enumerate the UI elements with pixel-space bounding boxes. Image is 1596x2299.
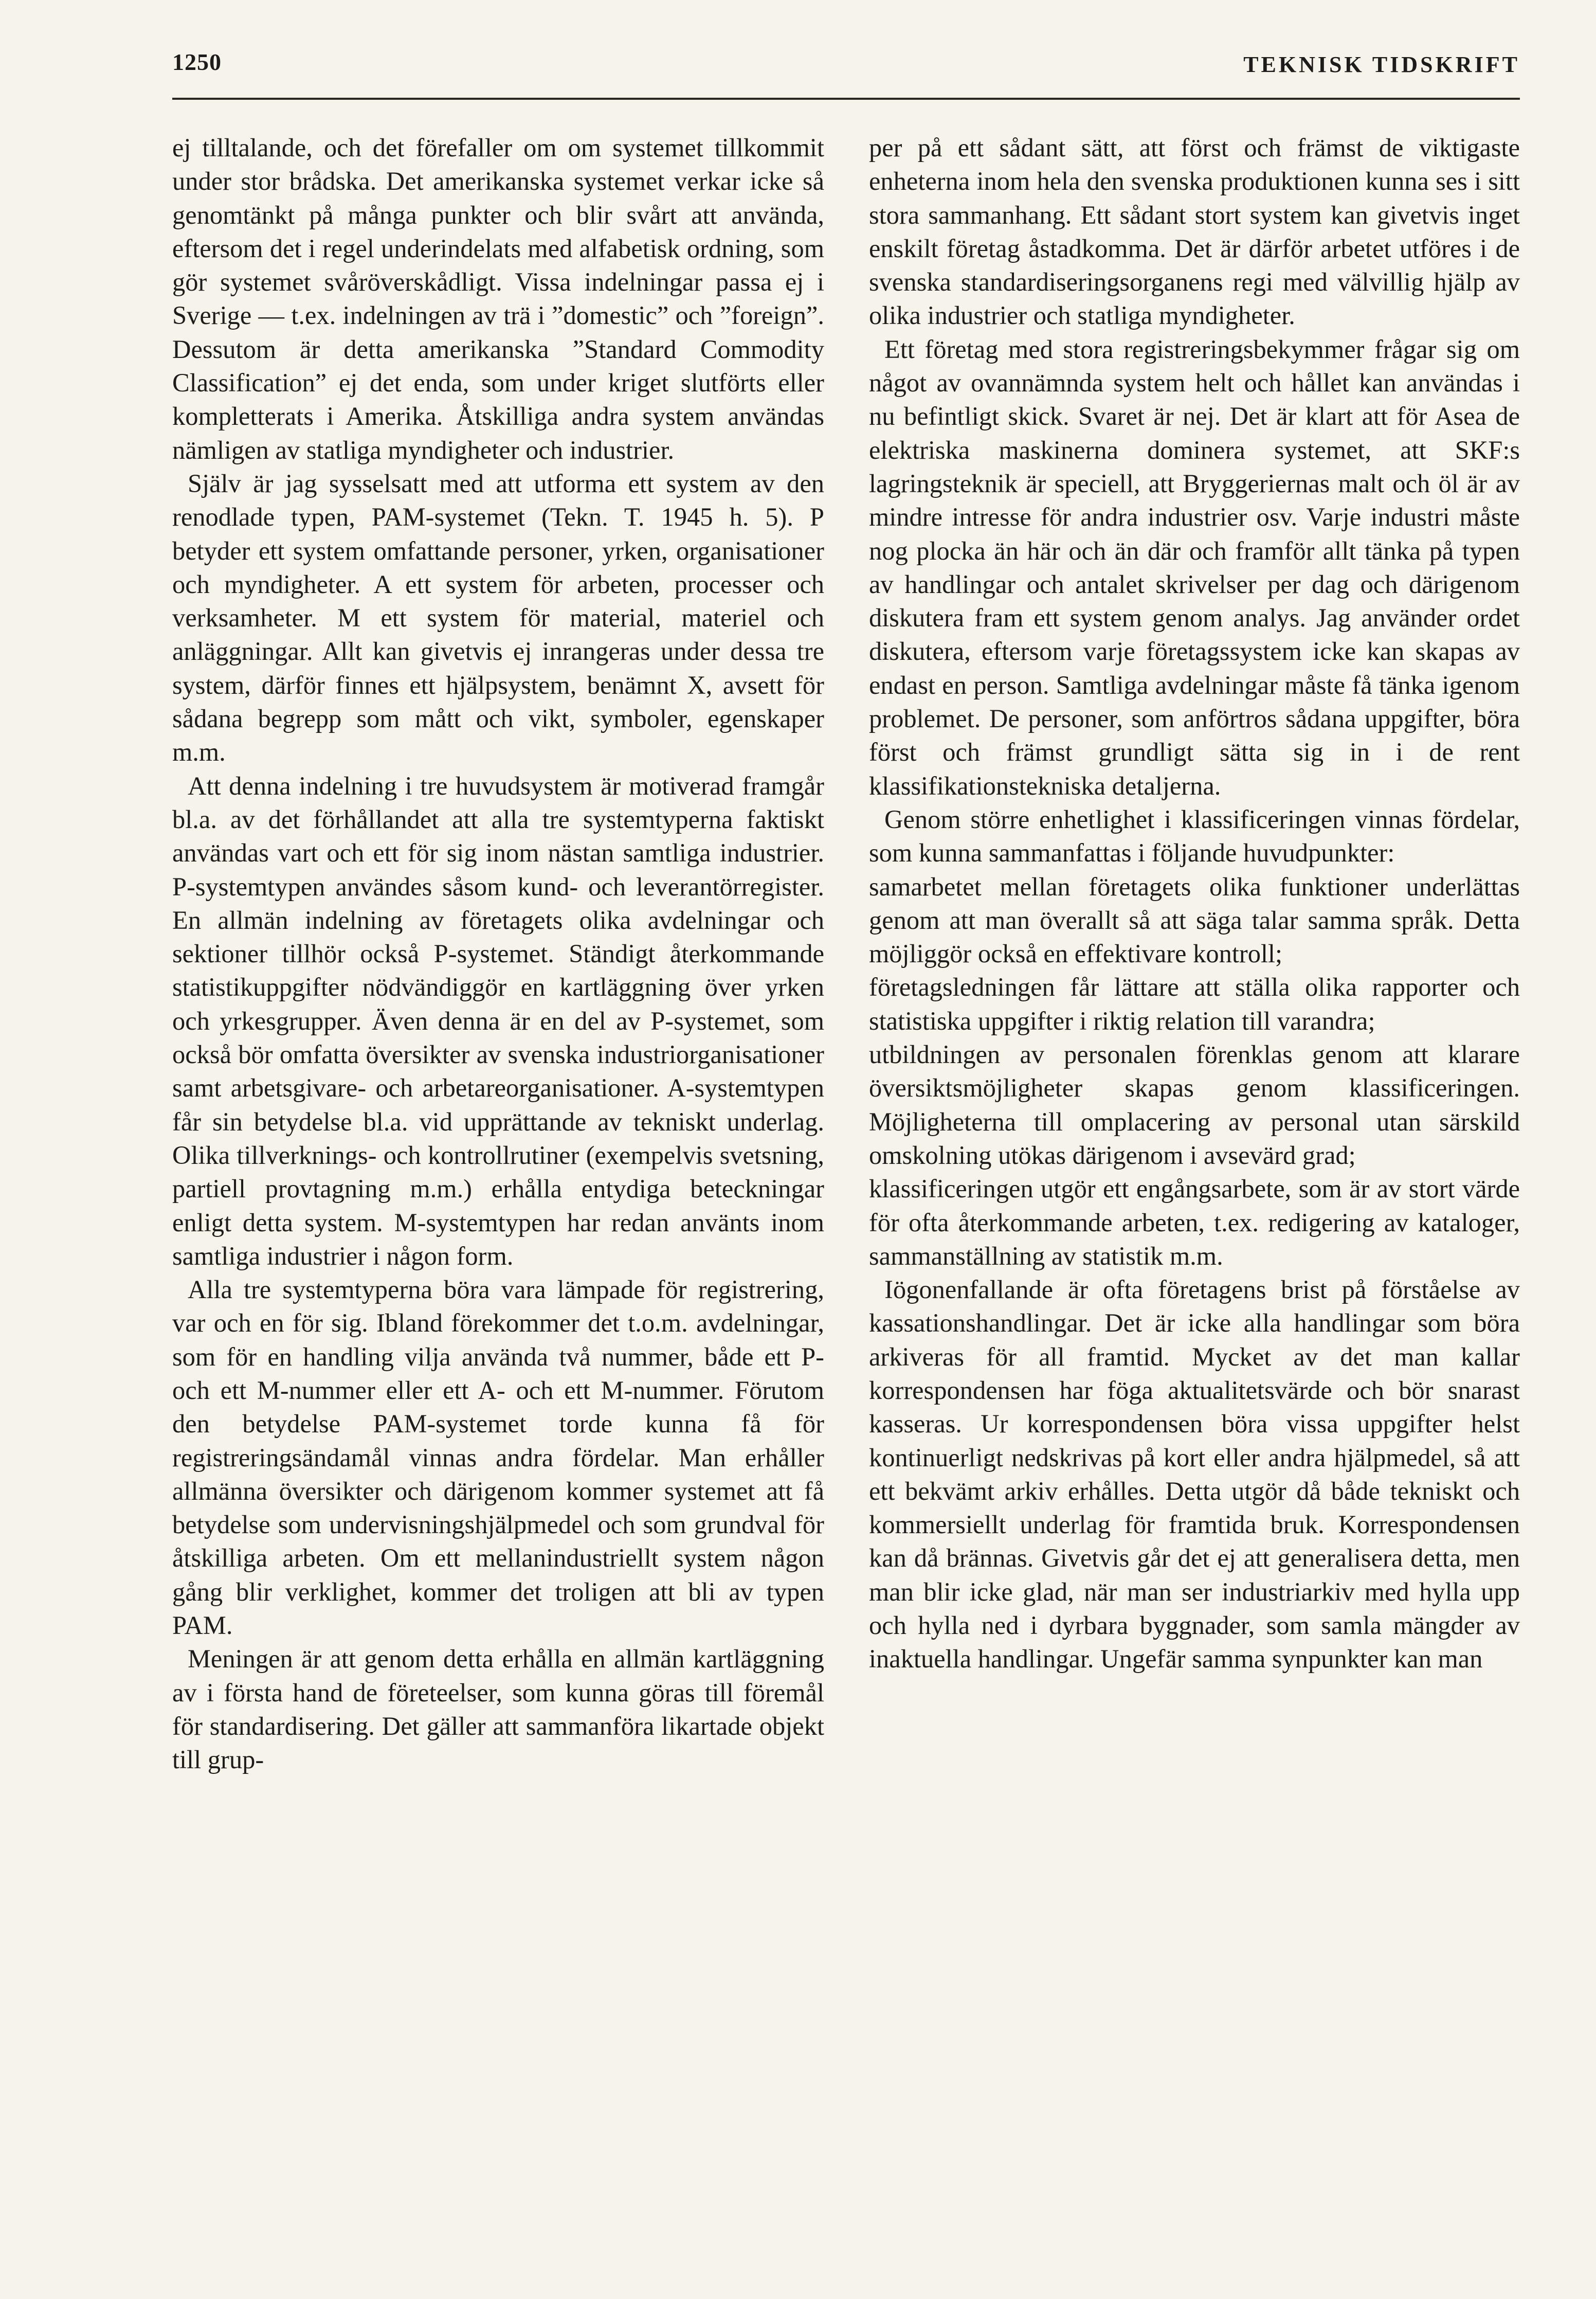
left-column bbox=[172, 131, 824, 1777]
paragraph: ej tilltalande, och det förefaller om om systemet tillkommit under stor brådska. Det amerikanska systemet verkar icke så genomtänkt på många punkter och blir svårt att använda, eftersom det i regel underindelats med alfabetisk ordning, som gör systemet svåröverskådligt. Vissa indelningar passa ej i Sverige — t.ex. indelningen av trä i ”domestic” och ”foreign”. Dessutom är detta amerikanska ”Standard Commodity Classification” ej det enda, som under kriget slutförts eller kompletterats i Amerika. Åtskilliga andra system användas nämligen av statliga myndigheter och industrier. bbox=[172, 133, 824, 464]
paragraph: Ett företag med stora registreringsbekymmer frågar sig om något av ovannämnda system helt och hållet kan användas i nu befintligt skick. Svaret är nej. Det är klart att för Asea de elektriska maskinerna dominera systemet, att SKF:s lagringsteknik är speciell, att Bryggeriernas malt och öl är av mindre intresse för andra industrier osv. Varje industri måste nog plocka än här och än där och framför allt tänka på typen av handlingar och antalet skrivelser per dag och därigenom diskutera fram ett system genom analys. Jag använder ordet diskutera, eftersom varje företagssystem icke kan skapas av endast en person. Samtliga avdelningar måste få tänka igenom problemet. De personer, som anförtros sådana uppgifter, böra först och främst grundligt sätta sig in i de rent klassifikationstekniska detaljerna. bbox=[869, 334, 1520, 800]
paragraph: Genom större enhetlighet i klassificeringen vinnas fördelar, som kunna sammanfattas i följande huvudpunkter: bbox=[869, 804, 1520, 868]
paragraph: Att denna indelning i tre huvudsystem är motiverad framgår bl.a. av det förhållandet att alla tre systemtyperna faktiskt användas vart och ett för sig inom nästan samtliga industrier. P-systemtypen användes såsom kund- och leverantörregister. En allmän indelning av företagets olika avdelningar och sektioner tillhör också P-systemet. Ständigt återkommande statistikuppgifter nödvändiggör en kartläggning över yrken och yrkesgrupper. Även denna är en del av P-systemet, som också bör omfatta översikter av svenska industriorganisationer samt arbetsgivare- och arbetareorganisationer. A-systemtypen får sin betydelse bl.a. vid upprättande av tekniskt underlag. Olika tillverknings- och kontrollrutiner (exempelvis svetsning, partiell provtagning m.m.) erhålla entydiga beteckningar enligt detta system. M-systemtypen har redan använts inom samtliga industrier i någon form. bbox=[172, 771, 824, 1270]
paragraph: Iögonenfallande är ofta företagens brist på förståelse av kassationshandlingar. Det är icke alla handlingar som böra arkiveras för all framtid. Mycket av det man kallar korrespondensen har föga aktualitetsvärde och bör snarast kasseras. Ur korrespondensen böra vissa uppgifter helst kontinuerligt nedskrivas på kort eller andra hjälpmedel, så att ett bekvämt arkiv erhålles. Detta utgör då både tekniskt och kommersiellt underlag för framtida bruk. Korrespondensen kan då brännas. Givetvis går det ej att generalisera detta, men man blir icke glad, när man ser industriarkiv med hylla upp och hylla ned i dyrbara byggnader, som samla mängder av inaktuella handlingar. Ungefär samma synpunkter kan man bbox=[869, 1275, 1520, 1674]
list-item: samarbetet mellan företagets olika funktioner underlättas genom att man överallt så att säga talar samma språk. Detta möjliggör också en effektivare kontroll; bbox=[869, 872, 1520, 968]
list-item: företagsledningen får lättare att ställa olika rapporter och statistiska uppgifter i riktig relation till varandra; bbox=[869, 973, 1520, 1035]
paragraph: Alla tre systemtyperna böra vara lämpade för registrering, var och en för sig. Ibland förekommer det t.o.m. avdelningar, som för en handling vilja använda två nummer, både ett P- och ett M-nummer eller ett A- och ett M-nummer. Förutom den betydelse PAM-systemet torde kunna få för registreringsändamål vinnas andra fördelar. Man erhåller allmänna översikter och därigenom kommer systemet att få betydelse som undervisningshjälpmedel och som grundval för åtskilliga arbeten. Om ett mellanindustriellt system någon gång blir verklighet, kommer det troligen att bli av typen PAM. bbox=[172, 1275, 824, 1640]
list-item: utbildningen av personalen förenklas genom att klarare översiktsmöjligheter skapas genom klassificeringen. Möjligheterna till omplacering av personal utan särskild omskolning utökas därigenom i avsevärd grad; bbox=[869, 1040, 1520, 1170]
paragraph: Meningen är att genom detta erhålla en allmän kartläggning av i första hand de företeelser, som kunna göras till föremål för standardisering. Det gäller att sammanföra likartade objekt till grup- bbox=[172, 1644, 824, 1774]
paragraph: per på ett sådant sätt, att först och främst de viktigaste enheterna inom hela den svenska produktionen kunna ses i sitt stora sammanhang. Ett sådant stort system kan givetvis inget enskilt företag åstadkomma. Det är därför arbetet utföres i de svenska standardiseringsorganens regi med välvillig hjälp av olika industrier och statliga myndigheter. bbox=[869, 133, 1520, 330]
journal-title: TEKNISK TIDSKRIFT bbox=[1243, 52, 1520, 77]
page-number: 1250 bbox=[172, 49, 222, 75]
header-rule bbox=[172, 98, 1520, 100]
list-item: klassificeringen utgör ett engångsarbete, som är av stort värde för ofta återkommande arbeten, t.ex. redigering av kataloger, sammanställning av statistik m.m. bbox=[869, 1174, 1520, 1270]
paragraph: Själv är jag sysselsatt med att utforma ett system av den renodlade typen, PAM-systemet (Tekn. T. 1945 h. 5). P betyder ett system omfattande personer, yrken, organisationer och myndigheter. A ett system för arbeten, processer och verksamheter. M ett system för material, materiel och anläggningar. Allt kan givetvis ej inrangeras under dessa tre system, därför finnes ett hjälpsystem, benämnt X, avsett för sådana begrepp som mått och vikt, symboler, egenskaper m.m. bbox=[172, 469, 824, 767]
right-column bbox=[869, 131, 1520, 1676]
